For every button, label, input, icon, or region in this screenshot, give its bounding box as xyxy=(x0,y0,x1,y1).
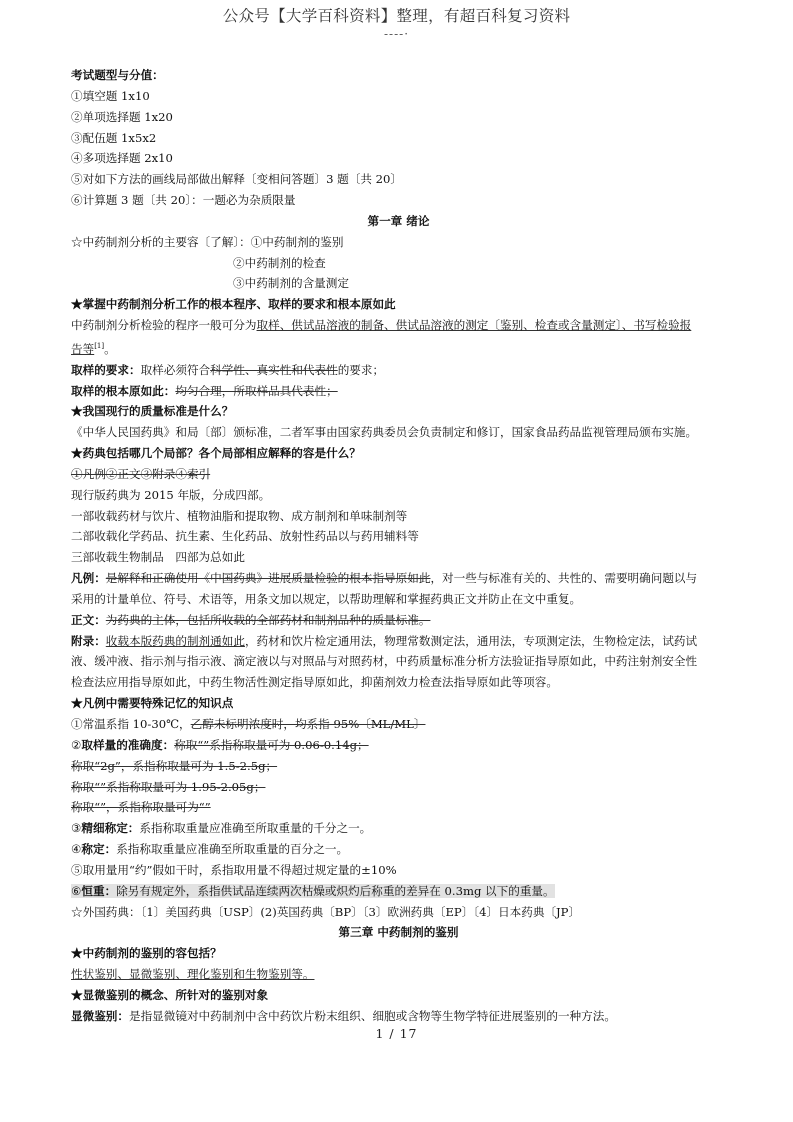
term-label: 取样量的准确度： xyxy=(81,737,175,752)
paragraph xyxy=(71,735,726,756)
paragraph: ☆外国药典：〔1〕美国药典〔USP〕(2)英国药典〔BP〕〔3〕欧洲药典〔EP〕〔4〕日本药典〔JP〕 xyxy=(71,904,581,919)
paragraph xyxy=(71,839,726,860)
text-run: 系指称取重量应准确至所取重量的千分之一。 xyxy=(139,821,372,836)
text-run: 除另有规定外，系指供试品连续两次枯燥或炽灼后称重的差异在 0.3mg 以下的重量。 xyxy=(116,883,555,898)
struck-text: 称取“2g”，系指称取量可为 1.5-2.5g； xyxy=(71,758,278,773)
section-heading: ★药典包括哪几个局部？各个局部相应解释的容是什么？ xyxy=(71,446,361,461)
paragraph xyxy=(71,631,726,652)
paragraph xyxy=(71,777,726,798)
paragraph xyxy=(71,464,726,485)
paragraph xyxy=(71,797,726,818)
struck-text: 称取“”系指称取量可为 0.06-0.14g； xyxy=(174,737,369,752)
citation-mark: [1] xyxy=(94,341,105,350)
paragraph xyxy=(71,756,726,777)
list-item: ⑤对如下方法的画线局部做出解释〔变相问答题〕3 题〔共 20〕 xyxy=(71,172,402,187)
struck-text: 是解释和正确使用《中国药典》进展质量检验的根本指导原如此 xyxy=(105,571,431,586)
term-label: 取样的要求： xyxy=(71,362,141,377)
struck-text: 称取“”，系指称取量可为“” xyxy=(71,800,211,815)
text-run: 是指显微镜对中药制剂中含中药饮片粉末组织、细胞或含物等生物学特征进展鉴别的一种方法。 xyxy=(128,1008,616,1023)
underlined-text: 告等 xyxy=(71,341,95,356)
text-run: ② xyxy=(71,737,82,752)
struck-text: 称取“”系指称取量可为 1.95-2.05g； xyxy=(71,779,266,794)
list-item: ①填空题 1x10 xyxy=(71,88,150,103)
paragraph xyxy=(71,610,726,631)
struck-text: 科学性、真实性和代表性 xyxy=(210,362,338,377)
paragraph: 采用的计量单位、符号、术语等，用条文加以规定，以帮助理解和掌握药典正文并防止在文中重复。 xyxy=(71,591,582,606)
paragraph xyxy=(71,315,726,336)
section-heading: ★显微鉴别的概念、所针对的鉴别对象 xyxy=(71,987,269,1002)
text-run: ①常温系指 10-30℃， xyxy=(71,717,191,732)
paragraph: 现行版药典为 2015 年版，分成四部。 xyxy=(71,487,271,502)
underlined-text: 性状鉴别、显微鉴别、理化鉴别和生物鉴别等。 xyxy=(71,967,315,982)
text-run: 。 xyxy=(104,341,116,356)
page-number: 1 / 17 xyxy=(375,1026,418,1041)
paragraph: ☆中药制剂分析的主要容〔了解〕：①中药制剂的鉴别 xyxy=(71,234,344,249)
paragraph: 液、缓冲液、指示剂与指示液、滴定液以与对照品与对照药材，中药质量标准分析方法验证指导原如此，中药注射剂安全性 xyxy=(71,654,698,669)
paragraph: ②中药制剂的检查 xyxy=(233,255,326,270)
struck-text: 乙醇未标明浓度时，均系指 95%〔ML/ML〕 xyxy=(190,717,426,732)
section-heading: ★我国现行的质量标准是什么？ xyxy=(71,404,234,419)
term-label: 正文： xyxy=(71,612,106,627)
list-item: ④多项选择题 2x10 xyxy=(71,151,173,166)
paragraph xyxy=(71,381,726,402)
paragraph: 《中华人民国药典》和局〔部〕颁标准，二者军事由国家药典委员会负责制定和修订，国家食品药品监视管理局颁布实施。 xyxy=(71,425,698,440)
paragraph xyxy=(71,1006,726,1027)
struck-text: ①凡例②正文③附录④索引 xyxy=(71,466,211,481)
underlined-text: 收载本版药典的制剂通如此 xyxy=(105,633,245,648)
paragraph xyxy=(71,818,726,839)
section-heading: ★凡例中需要特殊记忆的知识点 xyxy=(71,696,234,711)
chapter-1-title: 第一章 绪论 xyxy=(367,213,430,228)
underlined-text: 取样、供试品溶液的制备、供试品溶液的测定〔鉴别、检查或含量测定〕、书写检验报 xyxy=(256,318,692,333)
text-run: ④ xyxy=(71,842,82,857)
paragraph: ③中药制剂的含量测定 xyxy=(233,276,349,291)
term-label: 精细称定： xyxy=(81,821,140,836)
header-mark: ----· xyxy=(383,27,410,41)
term-label: 称定： xyxy=(81,842,117,857)
highlighted-text xyxy=(71,884,555,898)
paragraph: 二部收载化学药品、抗生素、生化药品、放射性药品以与药用辅料等 xyxy=(71,529,419,544)
text-run: 系指称取重量应准确至所取重量的百分之一。 xyxy=(116,842,349,857)
paragraph xyxy=(71,568,726,589)
term-label: 凡例： xyxy=(71,571,106,586)
exam-format-heading: 考试题型与分值： xyxy=(71,68,164,82)
text-run: 的要求； xyxy=(337,362,385,377)
list-item: ②单项选择题 1x20 xyxy=(71,109,173,124)
text-run: ，对一些与标准有关的、共性的、需要明确问题以与 xyxy=(430,571,698,586)
paragraph: 一部收载药材与饮片、植物油脂和提取物、成方制剂和单味制剂等 xyxy=(71,508,408,523)
section-heading: ★中药制剂的鉴别的容包括？ xyxy=(71,946,222,961)
term-label: 取样的根本原如此： xyxy=(71,383,176,398)
paragraph: 检查法应用指导原如此，中药生物活性测定指导原如此，抑菌剂效力检查法指导原如此等项容。 xyxy=(71,675,558,690)
text-run: ③ xyxy=(71,821,82,836)
list-item: ⑥计算题 3 题〔共 20〕：一题必为杂质限量 xyxy=(71,193,296,208)
term-label: 显微鉴别： xyxy=(71,1008,129,1023)
paragraph xyxy=(71,964,726,985)
document-body xyxy=(71,65,726,1027)
text-run: 中药制剂分析检验的程序一般可分为 xyxy=(71,318,257,333)
text-run: ⑥ xyxy=(71,883,82,898)
text-run: 取样必须符合 xyxy=(140,362,211,377)
struck-text: 均匀合理，所取样品具代表性； xyxy=(175,383,338,398)
paragraph xyxy=(71,336,726,360)
paragraph: ⑤取用量用“约”假如干时，系指取用量不得超过规定量的±10% xyxy=(71,862,397,877)
struck-text: 为药典的主体，包括所收载的全部药材和制剂品种的质量标准。 xyxy=(105,612,431,627)
term-label: 附录： xyxy=(71,633,106,648)
chapter-3-title: 第三章 中药制剂的鉴别 xyxy=(338,925,459,940)
paragraph xyxy=(71,714,726,735)
paragraph: 三部收载生物制品 四部为总如此 xyxy=(71,550,245,565)
text-run: ，药材和饮片检定通用法，物理常数测定法，通用法，专项测定法，生物检定法，试药试 xyxy=(244,633,698,648)
paragraph xyxy=(71,360,726,381)
list-item: ③配伍题 1x5x2 xyxy=(71,130,157,145)
term-label: 恒重： xyxy=(81,883,117,898)
section-heading: ★掌握中药制剂分析工作的根本程序、取样的要求和根本原如此 xyxy=(71,297,396,312)
page-header: 公众号【大学百科资料】整理，有超百科复习资料 xyxy=(222,7,571,25)
paragraph xyxy=(71,881,726,902)
